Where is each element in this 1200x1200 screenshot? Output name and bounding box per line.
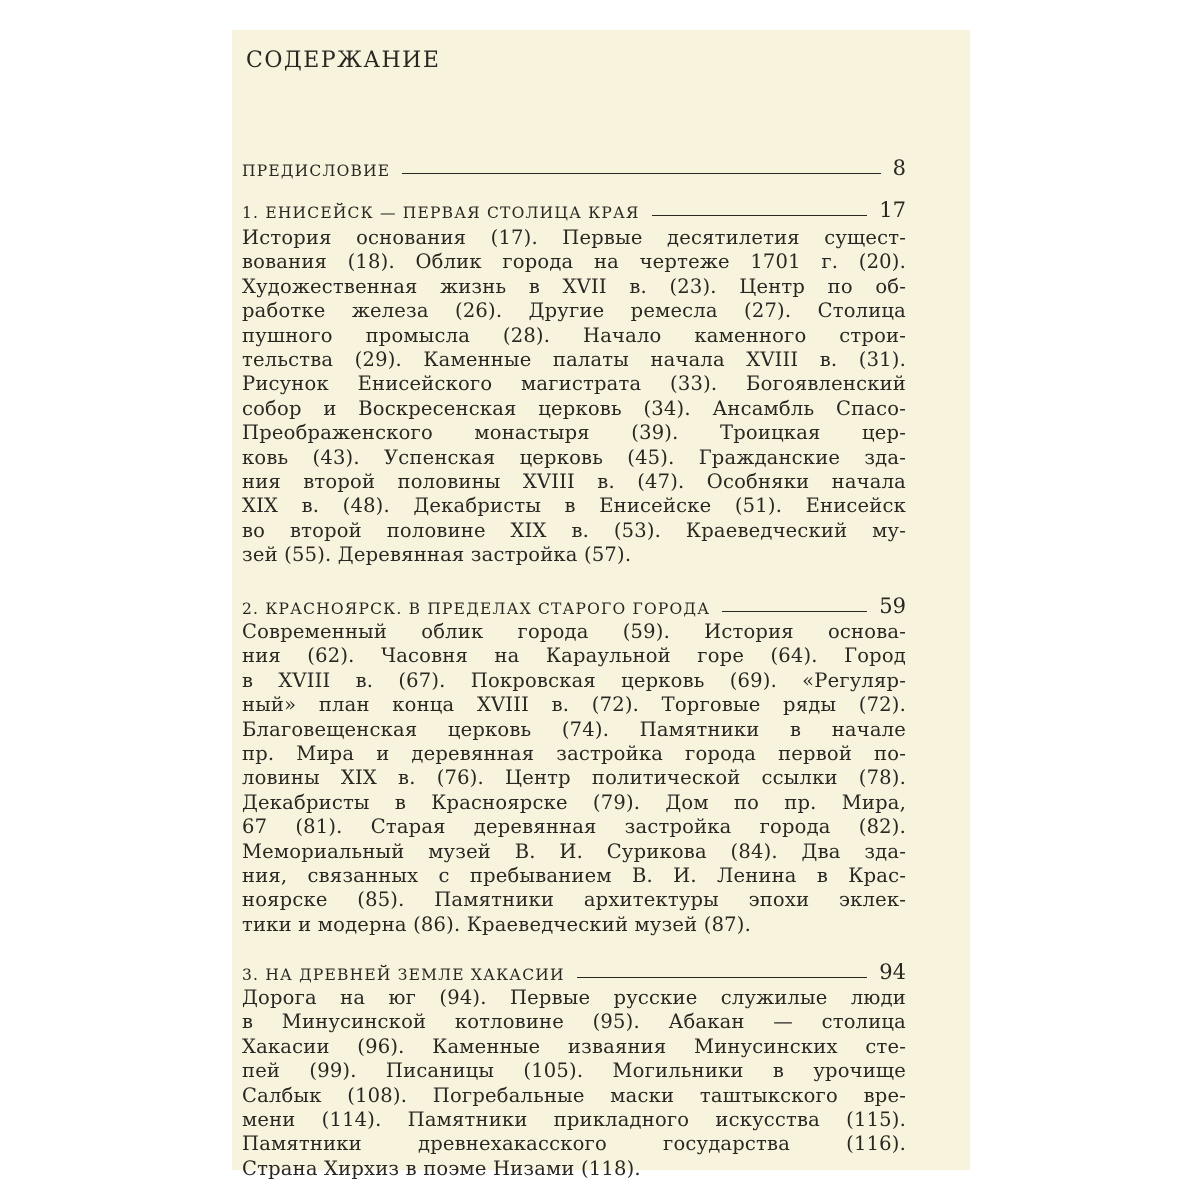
dot-leader [577,977,868,978]
toc-entry-chapter-1 [242,196,906,222]
contents-line: Хакасии (96). Каменные изваяния Минусинских сте- [242,1034,906,1058]
contents-line: ловины XIX в. (76). Центр политической ссылки (78). [242,766,906,790]
contents-line: мени (114). Памятники прикладного искусства (115). [242,1107,906,1131]
contents-line: работке железа (26). Другие ремесла (27). Столица [242,299,906,323]
contents-line: Благовещенская церковь (74). Памятники в начале [242,717,906,741]
contents-line: в XVIII в. (67). Покровская церковь (69). «Регуляр- [242,668,906,692]
contents-line: Памятники древнехакасского государства (116). [242,1132,906,1156]
contents-line: Страна Хирхиз в поэме Низами (118). [242,1156,641,1180]
preface-title: ПРЕДИСЛОВИЕ [242,162,391,180]
contents-line: Салбык (108). Погребальные маски таштыкского вре- [242,1083,906,1107]
contents-line: Мемориальный музей В. И. Сурикова (84). Два зда- [242,839,906,863]
contents-line: ния, связанных с пребыванием В. И. Ленина в Крас- [242,863,906,887]
contents-line: Преображенского монастыря (39). Троицкая цер- [242,421,906,445]
contents-line: ния (62). Часовня на Караульной горе (64). Город [242,644,906,668]
chapter-title: 1. ЕНИСЕЙСК — ПЕРВАЯ СТОЛИЦА КРАЯ [242,204,640,222]
contents-line: вования (18). Облик города на чертеже 1701 г. (20). [242,250,906,274]
toc-entry-preface [242,154,906,180]
contents-line: История основания (17). Первые десятилетия сущест- [242,226,906,249]
dot-leader [722,611,867,612]
chapter-title: 3. НА ДРЕВНЕЙ ЗЕМЛЕ ХАКАСИИ [242,966,565,984]
chapter-page-number: 17 [879,198,906,222]
chapter-title: 2. КРАСНОЯРСК. В ПРЕДЕЛАХ СТАРОГО ГОРОДА [242,600,711,618]
page-title: СОДЕРЖАНИЕ [246,48,441,73]
contents-line: Рисунок Енисейского магистрата (33). Богоявленский [242,372,906,396]
dot-leader [402,173,880,174]
contents-line: пр. Мира и деревянная застройка города первой по- [242,741,906,765]
contents-line: 67 (81). Старая деревянная застройка города (82). [242,815,906,839]
contents-line: зей (55). Деревянная застройка (57). [242,543,632,567]
contents-line: ковь (43). Успенская церковь (45). Гражданские зда- [242,445,906,469]
contents-line: Декабристы в Красноярске (79). Дом по пр. Мира, [242,790,906,814]
chapter-1-contents [242,226,906,567]
contents-line: пушного промысла (28). Начало каменного строи- [242,323,906,347]
contents-line: Художественная жизнь в XVII в. (23). Центр по об- [242,274,906,298]
contents-line: ноярске (85). Памятники архитектуры эпохи эклек- [242,888,906,912]
chapter-page-number: 59 [879,594,906,618]
contents-line: собор и Воскресенская церковь (34). Ансамбль Спасо- [242,396,906,420]
chapter-3-contents [242,986,906,1181]
contents-line: в Минусинской котловине (95). Абакан — столица [242,1010,906,1034]
dot-leader [652,215,868,216]
chapter-2-contents [242,620,906,937]
book-page [232,30,970,1180]
contents-line: Современный облик города (59). История основа- [242,620,906,643]
contents-line: тельства (29). Каменные палаты начала XVIII в. (31). [242,347,906,371]
contents-line: во второй половине XIX в. (53). Краеведческий му- [242,518,906,542]
contents-line: XIX в. (48). Декабристы в Енисейске (51). Енисейск [242,494,906,518]
toc-entry-chapter-3 [242,958,906,984]
contents-line: тики и модерна (86). Краеведческий музей (87). [242,912,751,936]
toc-entry-chapter-2 [242,592,906,618]
preface-page-number: 8 [892,156,906,180]
contents-line: Дорога на юг (94). Первые русские служилые люди [242,986,906,1009]
contents-line: пей (99). Писаницы (105). Могильники в урочище [242,1059,906,1083]
contents-line: ния второй половины XVIII в. (47). Особняки начала [242,469,906,493]
contents-line: ный» план конца XVIII в. (72). Торговые ряды (72). [242,693,906,717]
chapter-page-number: 94 [879,960,906,984]
